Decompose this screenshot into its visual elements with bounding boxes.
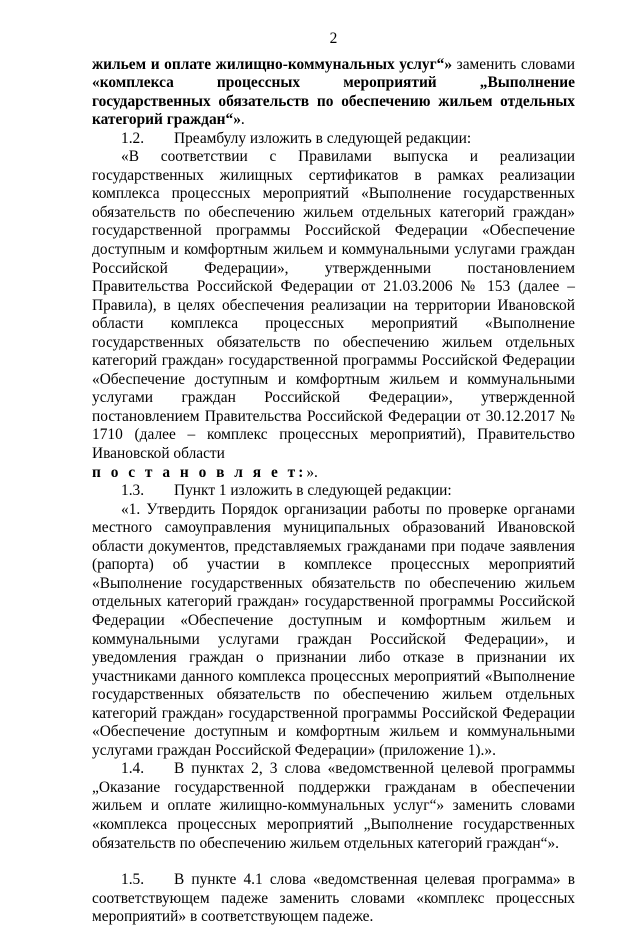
item-1-4	[92, 760, 575, 853]
preamble-body: «В соответствии с Правилами выпуска и реализации государственных жилищных сертификатов в рамках реализации комплекса процессных мероприятий «Выполнение государственных обязательств по обеспечению жильем отдельных категорий граждан» государственной программы Российской Федерации «Обеспечение доступным и комфортным жильем и коммунальными услугами граждан Российской Федерации», утвержденными постановлением Правительства Российской Федерации от 21.03.2006 № 153 (далее – Правила), в целях обеспечения реализации на территории Ивановской области комплекса процессных мероприятий «Выполнение государственных обязательств по обеспечению жильем отдельных категорий граждан» государственной программы Российской Федерации «Обеспечение доступным и комфортным жильем и коммунальными услугами граждан Российской Федерации», утвержденной постановлением Правительства Российской Федерации от 30.12.2017 № 1710 (далее – комплекс процессных мероприятий), Правительство Ивановской области	[92, 148, 575, 463]
page-number: 2	[329, 30, 338, 47]
item-1-5	[92, 871, 575, 927]
item-number: 1.2.	[121, 129, 145, 147]
decree-word: п о с т а н о в л я е т:	[92, 463, 307, 481]
bold-phrase-old: жильем и оплате жилищно-коммунальных услуг“»	[92, 55, 453, 73]
preamble-tail: ».	[306, 463, 318, 481]
document-page	[92, 30, 575, 927]
item-1-2	[92, 130, 575, 149]
item-number: 1.3.	[121, 482, 145, 500]
paragraph-continuation	[92, 56, 575, 130]
item-number: 1.4.	[121, 760, 145, 778]
item-number: 1.5.	[121, 871, 145, 889]
text-end: .	[240, 111, 245, 129]
punkt-1-text: «1. Утвердить Порядок организации работы по проверке органами местного самоуправления муниципальных образований Ивановской области документов, представляемых гражданами при подаче заявления (рапорта) об участии в комплексе процессных мероприятий «Выполнение государственных обязательств по обеспечению жильем отдельных категорий граждан» государственной программы Российской Федерации «Обеспечение доступным и комфортным жильем и коммунальными услугами граждан Российской Федерации», и уведомления граждан о признании либо отказе в признании их участниками данного комплекса процессных мероприятий «Выполнение государственных обязательств по обеспечению жильем отдельных категорий граждан» государственной программы Российской Федерации «Обеспечение доступным и комфортным жильем и коммунальными услугами граждан Российской Федерации» (приложение 1).».	[92, 500, 575, 759]
item-text: В пунктах 2, 3 слова «ведомственной целевой программы „Оказание государственной поддержки гражданам в обеспечении жильем и оплате жилищно-коммунальных услуг“» заменить словами «комплекса процессных мероприятий „Выполнение государственных обязательств по обеспечению жильем отдельных категорий граждан“».	[92, 760, 575, 852]
item-1-3	[92, 482, 575, 501]
text-replace: заменить словами	[452, 55, 575, 73]
bold-phrase-new: «комплекса процессных мероприятий „Выполнение государственных обязательств по обеспечению жильем отдельных категорий граждан“»	[92, 74, 575, 129]
item-text: Преамбулу изложить в следующей редакции:	[174, 129, 472, 147]
item-text: В пункте 4.1 слова «ведомственная целевая программа» в соответствующем падеже заменить словами «комплекс процессных мероприятий» в соответствующем падеже.	[92, 871, 575, 926]
item-text: Пункт 1 изложить в следующей редакции:	[174, 482, 452, 500]
preamble-text	[92, 148, 575, 482]
